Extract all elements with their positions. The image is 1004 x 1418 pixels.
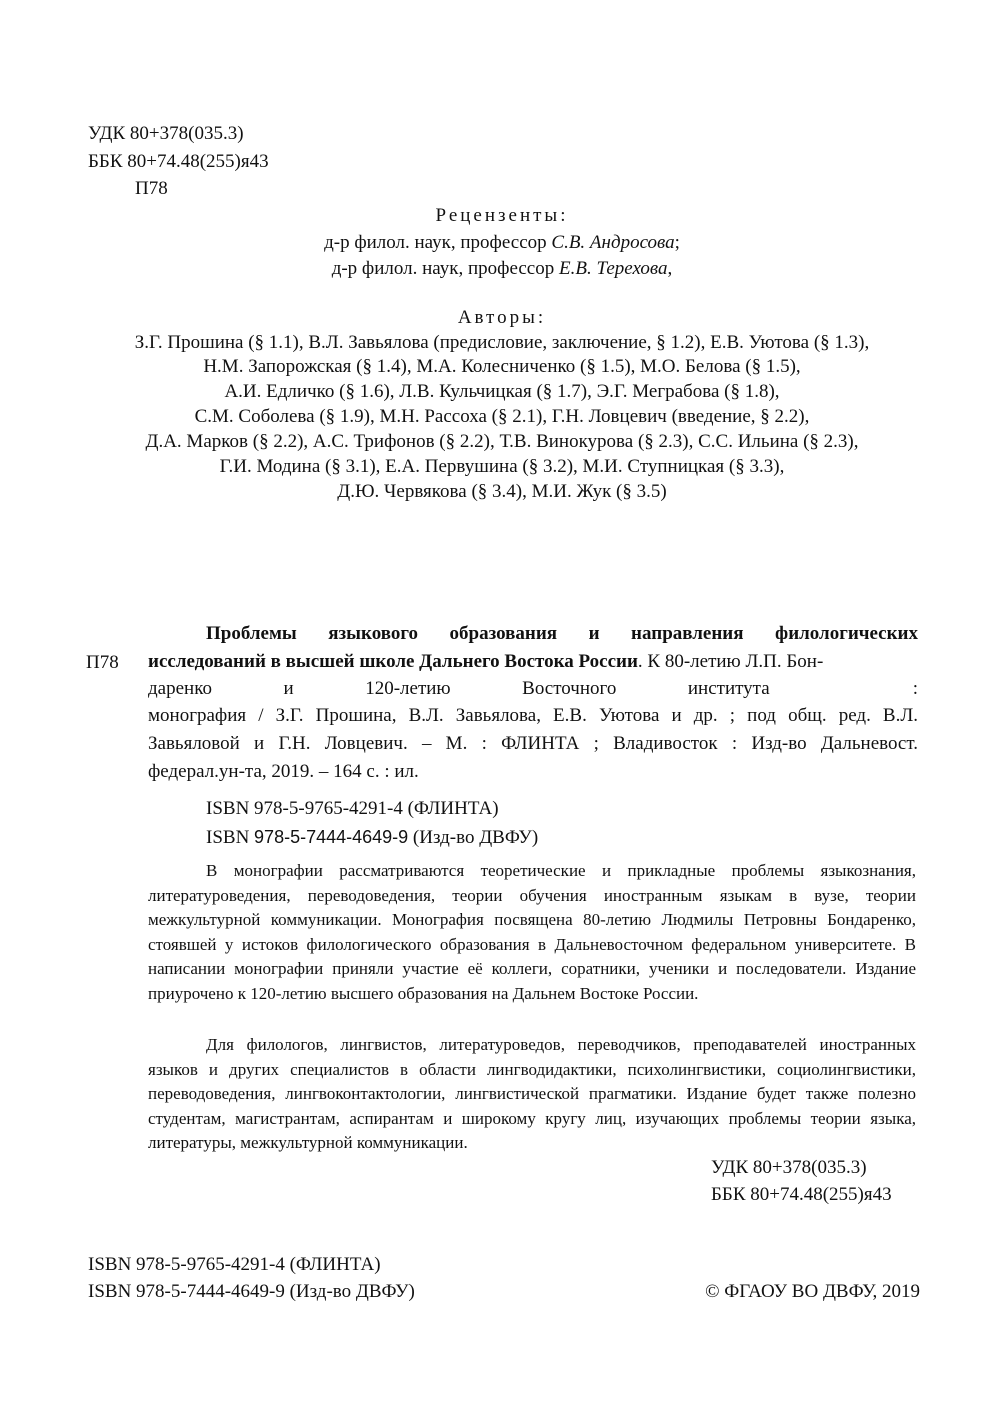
entry-line4: монография / З.Г. Прошина, В.Л. Завьялова, Е.В. Уютова и др. ; под общ. ред. В.Л. xyxy=(148,705,918,726)
isbn-flinta: ISBN 978-5-9765-4291-4 (ФЛИНТА) xyxy=(206,798,499,819)
reviewer-2: д-р филол. наук, профессор Е.В. Терехова, xyxy=(331,258,673,279)
authors-line: Г.И. Модина (§ 3.1), Е.А. Первушина (§ 3.2), М.И. Ступницкая (§ 3.3), xyxy=(219,456,785,477)
udk-bottom: УДК 80+378(035.3) xyxy=(711,1157,867,1178)
bbk-top: ББК 80+74.48(255)я43 xyxy=(88,151,269,172)
entry-line6: федерал.ун-та, 2019. – 164 с. : ил. xyxy=(148,761,419,782)
authors-heading: Авторы: xyxy=(457,307,547,328)
authors-line: А.И. Едличко (§ 1.6), Л.В. Кульчицкая (§ 1.7), Э.Г. Меграбова (§ 1.8), xyxy=(224,381,780,402)
reviewer-2-name: Е.В. Терехова xyxy=(559,258,668,279)
isbn-dvfu: ISBN 978-5-7444-4649-9 (Изд-во ДВФУ) xyxy=(206,827,539,848)
entry-line3: даренко и 120-летию Восточного института : xyxy=(148,678,918,699)
footer-isbn-flinta: ISBN 978-5-9765-4291-4 (ФЛИНТА) xyxy=(88,1254,381,1275)
author-mark-top: П78 xyxy=(135,178,168,199)
authors-line: Д.Ю. Червякова (§ 3.4), М.И. Жук (§ 3.5) xyxy=(337,481,667,502)
bbk-bottom: ББК 80+74.48(255)я43 xyxy=(711,1184,892,1205)
footer-isbn-dvfu: ISBN 978-5-7444-4649-9 (Изд-во ДВФУ) xyxy=(88,1281,415,1302)
reviewers-heading: Рецензенты: xyxy=(435,205,569,226)
authors-line: З.Г. Прошина (§ 1.1), В.Л. Завьялова (предисловие, заключение, § 1.2), Е.В. Уютова (§ 1.3), xyxy=(134,332,870,353)
reviewer-1-name: С.В. Андросова xyxy=(551,232,675,253)
authors-line: С.М. Соболева (§ 1.9), М.Н. Рассоха (§ 2.1), Г.Н. Ловцевич (введение, § 2.2), xyxy=(194,406,810,427)
entry-title-bold: исследований в высшей школе Дальнего Востока России xyxy=(148,651,638,672)
entry-line5: Завьяловой и Г.Н. Ловцевич. – М. : ФЛИНТА ; Владивосток : Изд-во Дальневост. xyxy=(148,733,918,754)
authors-line: Н.М. Запорожская (§ 1.4), М.А. Колесниченко (§ 1.5), М.О. Белова (§ 1.5), xyxy=(203,356,801,377)
abstract-paragraph-2: Для филологов, лингвистов, литературоведов, переводчиков, преподавателей иностранных языков и других специалистов в области лингводидактики, психолингвистики, социолингвистики, переводоведения, лингвоконтактологии, лингвистической прагматики. Издание будет также полезно студентам, магистрантам, аспирантам и широкому кругу лиц, изучающих проблемы теории языка, литературы, межкультурной коммуникации. xyxy=(148,1035,916,1152)
authors-line: Д.А. Марков (§ 2.2), А.С. Трифонов (§ 2.2), Т.В. Винокурова (§ 2.3), С.С. Ильина (§ 2.3), xyxy=(145,431,859,452)
reviewer-1: д-р филол. наук, профессор С.В. Андросова; xyxy=(324,232,680,253)
udk-top: УДК 80+378(035.3) xyxy=(88,123,244,144)
entry-title-line2: исследований в высшей школе Дальнего Востока России. К 80-летию Л.П. Бон- xyxy=(148,651,824,672)
abstract-paragraph-1: В монографии рассматриваются теоретические и прикладные проблемы языкознания, литературоведения, переводоведения, теории обучения иностранным языкам в вузе, теории межкультурной коммуникации. Монография посвящена 80-летию Людмилы Петровны Бондаренко, стоявшей у истоков филологического образования в Дальневосточном федеральном университете. В написании монографии приняли участие её коллеги, соратники, ученики и последователи. Издание приурочено к 120-летию высшего образования на Дальнем Востоке России. xyxy=(148,861,916,1003)
author-mark: П78 xyxy=(86,652,119,673)
copyright: © ФГАОУ ВО ДВФУ, 2019 xyxy=(705,1281,920,1302)
entry-title-line1: Проблемы языкового образования и направления филологических xyxy=(206,623,918,644)
